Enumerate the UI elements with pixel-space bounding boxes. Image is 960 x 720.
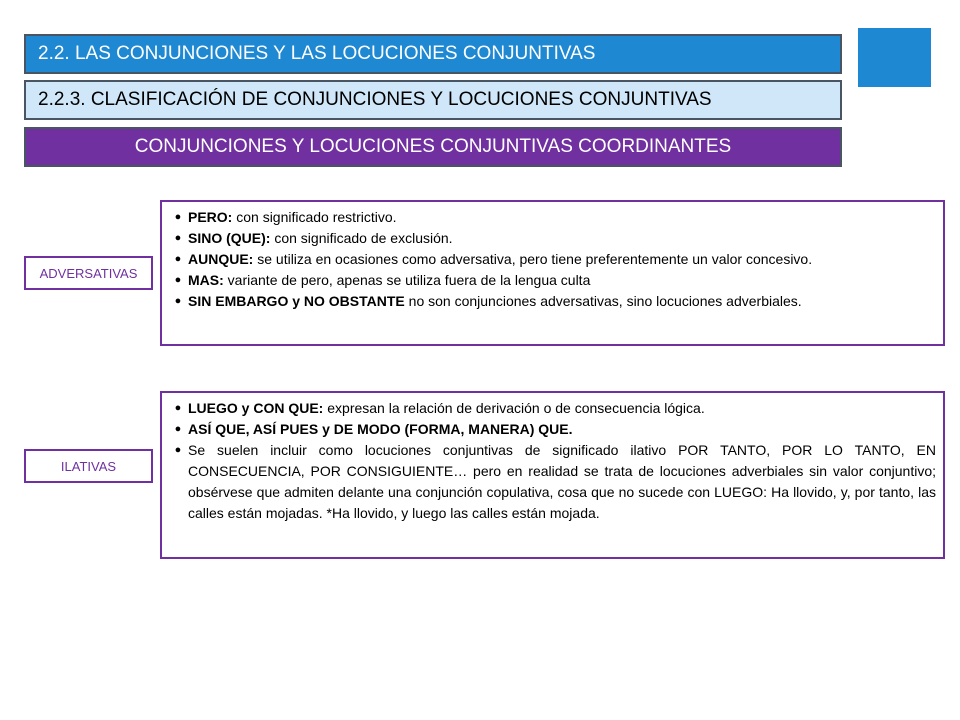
subsection-title (24, 80, 842, 120)
adversativas-label-text: ADVERSATIVAS (39, 265, 138, 281)
list-item: ● PERO: con significado restrictivo. (172, 207, 936, 228)
ilativas-label-text: ILATIVAS (60, 458, 117, 474)
ilativas-list (172, 398, 936, 524)
list-item: ● ASÍ QUE, ASÍ PUES y DE MODO (FORMA, MANERA) QUE. (172, 419, 936, 440)
list-item: ● LUEGO y CON QUE: expresan la relación de derivación o de consecuencia lógica. (172, 398, 936, 419)
list-item: ● SIN EMBARGO y NO OBSTANTE no son conjunciones adversativas, sino locuciones adverbiales. (172, 291, 936, 312)
bullet-icon: ● (174, 444, 182, 456)
bullet-icon: ● (174, 274, 182, 286)
ilativas-label (24, 449, 153, 483)
bullet-icon: ● (174, 232, 182, 244)
bullet-icon: ● (174, 423, 182, 435)
bullet-icon: ● (174, 295, 182, 307)
adversativas-label (24, 256, 153, 290)
bullet-icon: ● (174, 253, 182, 265)
topic-title-text: CONJUNCIONES Y LOCUCIONES CONJUNTIVAS COORDINANTES (134, 136, 732, 157)
list-item: ● SINO (QUE): con significado de exclusión. (172, 228, 936, 249)
adversativas-box (160, 200, 945, 346)
section-title (24, 34, 842, 74)
list-item: ● Se suelen incluir como locuciones conjuntivas de significado ilativo POR TANTO, POR LO TANTO, EN CONSECUENCIA, POR CONSIGUIENTE… pero en realidad se trata de locuciones adverbiales sin valor conjuntivo; obsérvese que admiten delante una conjunción copulativa, cosa que no sucede con LUEGO: Ha llovido, y, por tanto, las calles están mojadas. *Ha llovido, y luego las calles están mojada. (172, 440, 936, 524)
corner-decoration (858, 28, 931, 87)
topic-title (24, 127, 842, 167)
ilativas-box (160, 391, 945, 559)
bullet-icon: ● (174, 211, 182, 223)
list-item: ● MAS: variante de pero, apenas se utiliza fuera de la lengua culta (172, 270, 936, 291)
subsection-title-text: 2.2.3. CLASIFICACIÓN DE CONJUNCIONES Y LOCUCIONES CONJUNTIVAS (38, 89, 712, 110)
section-title-text: 2.2. LAS CONJUNCIONES Y LAS LOCUCIONES CONJUNTIVAS (38, 43, 596, 64)
bullet-icon: ● (174, 402, 182, 414)
adversativas-list (172, 207, 936, 312)
list-item: ● AUNQUE: se utiliza en ocasiones como adversativa, pero tiene preferentemente un valor concesivo. (172, 249, 936, 270)
